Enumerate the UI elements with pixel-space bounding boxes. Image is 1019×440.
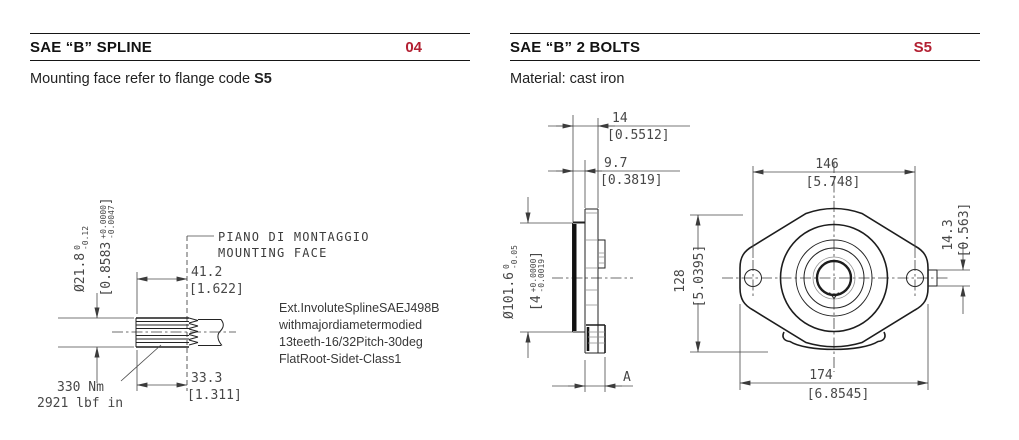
shaft-diameter-dimension	[58, 197, 134, 383]
spline-len-mm: 33.3	[191, 371, 223, 386]
pilot-dia-in-tol-low: -0.0019	[537, 258, 546, 293]
spline-full-len-in: [1.622]	[189, 282, 244, 297]
shaft-dia-in-close: ]	[99, 197, 114, 206]
shaft-dia-in-tol-high: +0.0000	[99, 205, 108, 239]
pilot-dia-in-close: ]	[529, 251, 544, 259]
spline-full-len-mm: 41.2	[191, 265, 223, 280]
torque-metric: 330 Nm	[57, 380, 104, 395]
shaft-dia-tol-high: 0	[73, 245, 82, 250]
pilot-dia-tol-low: -0.05	[510, 245, 519, 270]
right-section-title: SAE “B” 2 BOLTS	[510, 38, 641, 56]
flange-height-dimension	[673, 215, 768, 352]
torque-imperial: 2921 lbf in	[37, 396, 124, 411]
flange-thickness-mm: 14	[612, 111, 628, 126]
torque-note	[37, 345, 161, 411]
right-section-code: S5	[913, 38, 932, 56]
left-section-code: 04	[405, 38, 422, 56]
spline-spec-line4: FlatRoot-Sidet-Class1	[279, 352, 402, 366]
tab-mm: 14.3	[941, 219, 956, 251]
flange-side-view	[502, 111, 690, 392]
mounting-face-label-en: MOUNTING FACE	[218, 246, 328, 260]
shaft-dia-tol-low: -0.12	[81, 225, 90, 251]
left-subtitle-flange-code: S5	[254, 71, 272, 87]
spline-shaft-drawing	[37, 197, 440, 411]
right-subtitle-text: Material: cast iron	[510, 71, 625, 87]
pilot-dia-mm: Ø101.6	[502, 271, 517, 319]
right-section-subtitle	[510, 71, 624, 87]
svg-text:Ø21.80-0.12	[73, 226, 90, 292]
pilot-dia-tol-high: 0	[502, 264, 511, 269]
mounting-face-label-it: PIANO DI MONTAGGIO	[218, 230, 370, 244]
svg-text:[0.8583+0.0000-0.0047]	[99, 197, 116, 296]
shaft-dia-in-open: [0.8583	[99, 241, 114, 297]
pilot-dia-in-open: [4	[529, 295, 544, 311]
spline-spec-line2: withmajordiametermodied	[279, 318, 423, 332]
flange-thickness-in: [0.5512]	[607, 128, 670, 143]
pilot-depth-dimension	[548, 156, 680, 208]
section-a-dimension	[552, 357, 633, 392]
pilot-diameter-dimension	[502, 197, 573, 358]
svg-text:Ø101.60-0.05	[502, 245, 519, 319]
side-view-outline	[573, 209, 606, 353]
spline-spec-block	[278, 301, 440, 366]
flange-width-mm: 174	[809, 368, 833, 383]
left-section-title: SAE “B” SPLINE	[30, 38, 152, 56]
left-subtitle-text: Mounting face refer to flange code	[30, 71, 255, 87]
pilot-depth-in: [0.3819]	[600, 173, 663, 188]
spline-full-length-dimension	[137, 265, 244, 314]
left-section-subtitle	[30, 71, 272, 87]
pilot-depth-mm: 9.7	[604, 156, 628, 171]
right-section-header	[510, 33, 980, 61]
spline-length-dimension	[137, 350, 242, 403]
flange-front-view	[673, 157, 972, 402]
bolt-spacing-in: [5.748]	[805, 175, 861, 190]
spline-spec-line1: Ext.InvoluteSplineSAEJ498B	[279, 301, 440, 315]
flange-height-in: [5.0395]	[692, 244, 707, 308]
tab-dimension	[937, 203, 972, 314]
section-label: A	[623, 370, 631, 385]
flange-height-mm: 128	[673, 269, 688, 293]
spline-len-in: [1.311]	[187, 388, 242, 403]
bolt-spacing-mm: 146	[815, 157, 839, 172]
left-section-header	[30, 33, 470, 61]
tab-in: [0.563]	[957, 202, 972, 258]
shaft-dia-mm: Ø21.8	[73, 252, 88, 293]
pilot-dia-in-tol-high: +0.0000	[529, 258, 538, 293]
spline-spec-line3: 13teeth-16/32Pitch-30deg	[279, 335, 423, 349]
flange-width-in: [6.8545]	[806, 387, 870, 402]
spline-shaft-outline	[136, 318, 223, 347]
shaft-dia-in-tol-low: -0.0047	[107, 205, 116, 240]
svg-text:[4+0.0000-0.0019]	[529, 251, 546, 311]
